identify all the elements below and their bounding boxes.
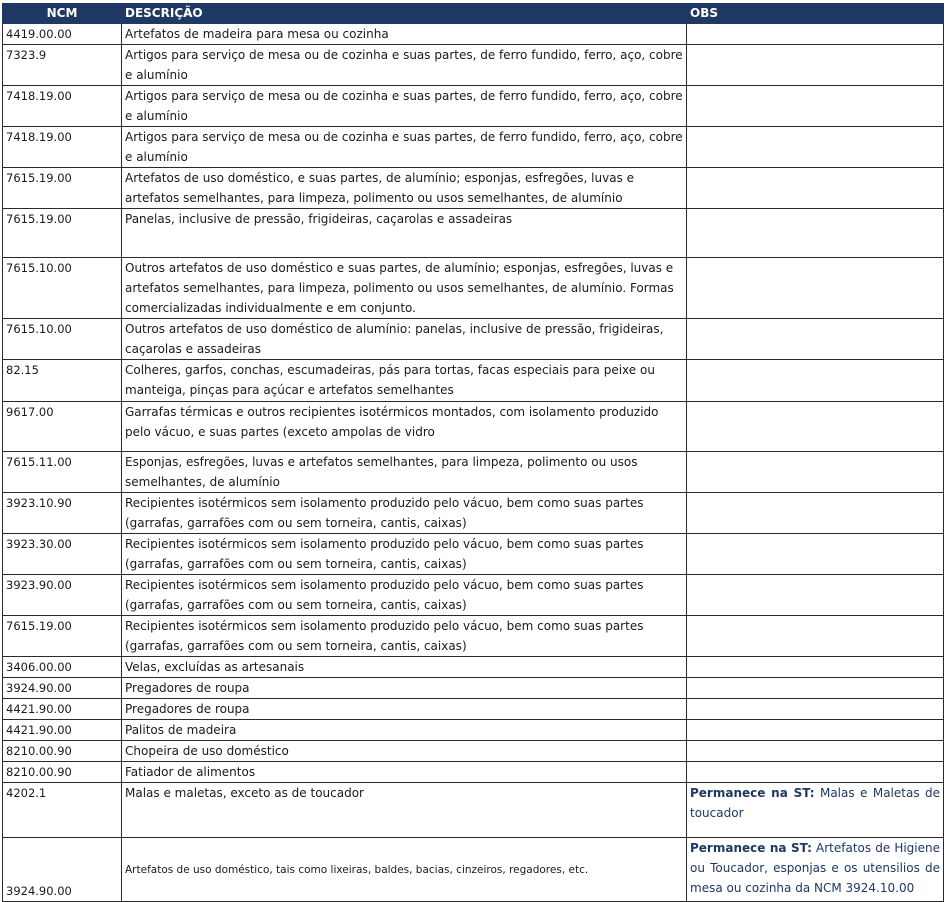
table-row (3, 127, 944, 168)
ncm-cell: 7418.19.00 (3, 86, 122, 127)
obs-cell (687, 45, 944, 86)
header-obs: OBS (687, 4, 944, 24)
descricao-cell: Garrafas térmicas e outros recipientes isotérmicos montados, com isolamento produzido pelo vácuo, e suas partes (exceto ampolas de vidro (122, 402, 687, 452)
ncm-cell: 4419.00.00 (3, 24, 122, 45)
header-descricao: DESCRIÇÃO (122, 4, 687, 24)
descricao-cell: Recipientes isotérmicos sem isolamento produzido pelo vácuo, bem como suas partes (garrafas, garrafões com ou sem torneira, cantis, caixas) (122, 534, 687, 575)
descricao-cell: Malas e maletas, exceto as de toucador (122, 783, 687, 838)
ncm-cell: 7418.19.00 (3, 127, 122, 168)
ncm-cell: 7615.10.00 (3, 319, 122, 360)
table-row (3, 678, 944, 699)
obs-cell (687, 402, 944, 452)
ncm-cell: 4421.90.00 (3, 720, 122, 741)
descricao-cell: Pregadores de roupa (122, 699, 687, 720)
ncm-cell: 4421.90.00 (3, 699, 122, 720)
ncm-cell: 9617.00 (3, 402, 122, 452)
obs-cell (687, 575, 944, 616)
ncm-cell: 3406.00.00 (3, 657, 122, 678)
table-row (3, 168, 944, 209)
header-row (3, 4, 944, 24)
table-row (3, 575, 944, 616)
obs-cell (687, 741, 944, 762)
obs-cell (687, 699, 944, 720)
obs-cell (687, 616, 944, 657)
obs-cell (687, 168, 944, 209)
descricao-cell: Artefatos de uso doméstico, e suas partes, de alumínio; esponjas, esfregões, luvas e artefatos semelhantes, para limpeza, polimento ou usos semelhantes, de alumínio (122, 168, 687, 209)
table-row (3, 319, 944, 360)
descricao-cell: Outros artefatos de uso doméstico de alumínio: panelas, inclusive de pressão, frigideiras, caçarolas e assadeiras (122, 319, 687, 360)
ncm-cell: 7615.10.00 (3, 258, 122, 319)
obs-cell (687, 360, 944, 402)
ncm-cell: 3924.90.00 (3, 678, 122, 699)
table-row (3, 209, 944, 258)
descricao-cell: Artefatos de uso doméstico, tais como lixeiras, baldes, bacias, cinzeiros, regadores, etc. (122, 838, 687, 902)
ncm-cell: 7615.11.00 (3, 452, 122, 493)
descricao-cell: Recipientes isotérmicos sem isolamento produzido pelo vácuo, bem como suas partes (garrafas, garrafões com ou sem torneira, cantis, caixas) (122, 493, 687, 534)
obs-cell (687, 534, 944, 575)
ncm-cell: 7323.9 (3, 45, 122, 86)
table-row (3, 741, 944, 762)
obs-cell (687, 493, 944, 534)
descricao-cell: Recipientes isotérmicos sem isolamento produzido pelo vácuo, bem como suas partes (garrafas, garrafões com ou sem torneira, cantis, caixas) (122, 616, 687, 657)
table-row (3, 720, 944, 741)
descricao-cell: Pregadores de roupa (122, 678, 687, 699)
descricao-cell: Chopeira de uso doméstico (122, 741, 687, 762)
ncm-cell: 7615.19.00 (3, 168, 122, 209)
obs-label: Permanece na ST: (690, 841, 812, 855)
table-row (3, 24, 944, 45)
table-row (3, 783, 944, 838)
obs-cell (687, 258, 944, 319)
ncm-cell: 8210.00.90 (3, 762, 122, 783)
obs-label: Permanece na ST: (690, 786, 815, 800)
table-row (3, 838, 944, 902)
ncm-cell: 3923.90.00 (3, 575, 122, 616)
ncm-table (2, 3, 944, 902)
descricao-cell: Colheres, garfos, conchas, escumadeiras, pás para tortas, facas especiais para peixe ou manteiga, pinças para açúcar e artefatos semelhantes (122, 360, 687, 402)
table-row (3, 493, 944, 534)
obs-cell (687, 86, 944, 127)
table-row (3, 360, 944, 402)
ncm-cell: 8210.00.90 (3, 741, 122, 762)
obs-cell (687, 127, 944, 168)
descricao-cell: Artefatos de madeira para mesa ou cozinha (122, 24, 687, 45)
table-row (3, 86, 944, 127)
descricao-cell: Recipientes isotérmicos sem isolamento produzido pelo vácuo, bem como suas partes (garrafas, garrafões com ou sem torneira, cantis, caixas) (122, 575, 687, 616)
descricao-cell: Outros artefatos de uso doméstico e suas partes, de alumínio; esponjas, esfregões, luvas e artefatos semelhantes, para limpeza, polimento ou usos semelhantes, de alumínio. Formas comercializadas individualmente e em conjunto. (122, 258, 687, 319)
header-ncm: NCM (3, 4, 122, 24)
table-row (3, 452, 944, 493)
obs-cell (687, 678, 944, 699)
obs-cell (687, 319, 944, 360)
obs-cell (687, 452, 944, 493)
descricao-cell: Artigos para serviço de mesa ou de cozinha e suas partes, de ferro fundido, ferro, aço, cobre e alumínio (122, 45, 687, 86)
descricao-cell: Esponjas, esfregões, luvas e artefatos semelhantes, para limpeza, polimento ou usos semelhantes, de alumínio (122, 452, 687, 493)
table-row (3, 616, 944, 657)
ncm-cell: 7615.19.00 (3, 616, 122, 657)
table-row (3, 699, 944, 720)
descricao-cell: Velas, excluídas as artesanais (122, 657, 687, 678)
table-row (3, 45, 944, 86)
ncm-cell: 3924.90.00 (3, 838, 122, 902)
ncm-cell: 4202.1 (3, 783, 122, 838)
table-row (3, 534, 944, 575)
ncm-cell: 3923.30.00 (3, 534, 122, 575)
ncm-cell: 82.15 (3, 360, 122, 402)
table-row (3, 762, 944, 783)
table-row (3, 258, 944, 319)
obs-cell (687, 783, 944, 838)
obs-cell (687, 209, 944, 258)
descricao-cell: Artigos para serviço de mesa ou de cozinha e suas partes, de ferro fundido, ferro, aço, cobre e alumínio (122, 86, 687, 127)
obs-cell (687, 838, 944, 902)
descricao-cell: Palitos de madeira (122, 720, 687, 741)
ncm-cell: 7615.19.00 (3, 209, 122, 258)
table-row (3, 402, 944, 452)
descricao-cell: Fatiador de alimentos (122, 762, 687, 783)
descricao-cell: Panelas, inclusive de pressão, frigideiras, caçarolas e assadeiras (122, 209, 687, 258)
obs-text: Artefatos de Higiene ou Toucador, esponjas e os utensilios de mesa ou cozinha da NCM 3924.10.00 (690, 841, 940, 895)
obs-cell (687, 762, 944, 783)
table-row (3, 657, 944, 678)
obs-cell (687, 657, 944, 678)
obs-text: Malas e Maletas de toucador (690, 786, 940, 820)
descricao-cell: Artigos para serviço de mesa ou de cozinha e suas partes, de ferro fundido, ferro, aço, cobre e alumínio (122, 127, 687, 168)
obs-cell (687, 720, 944, 741)
obs-cell (687, 24, 944, 45)
ncm-cell: 3923.10.90 (3, 493, 122, 534)
